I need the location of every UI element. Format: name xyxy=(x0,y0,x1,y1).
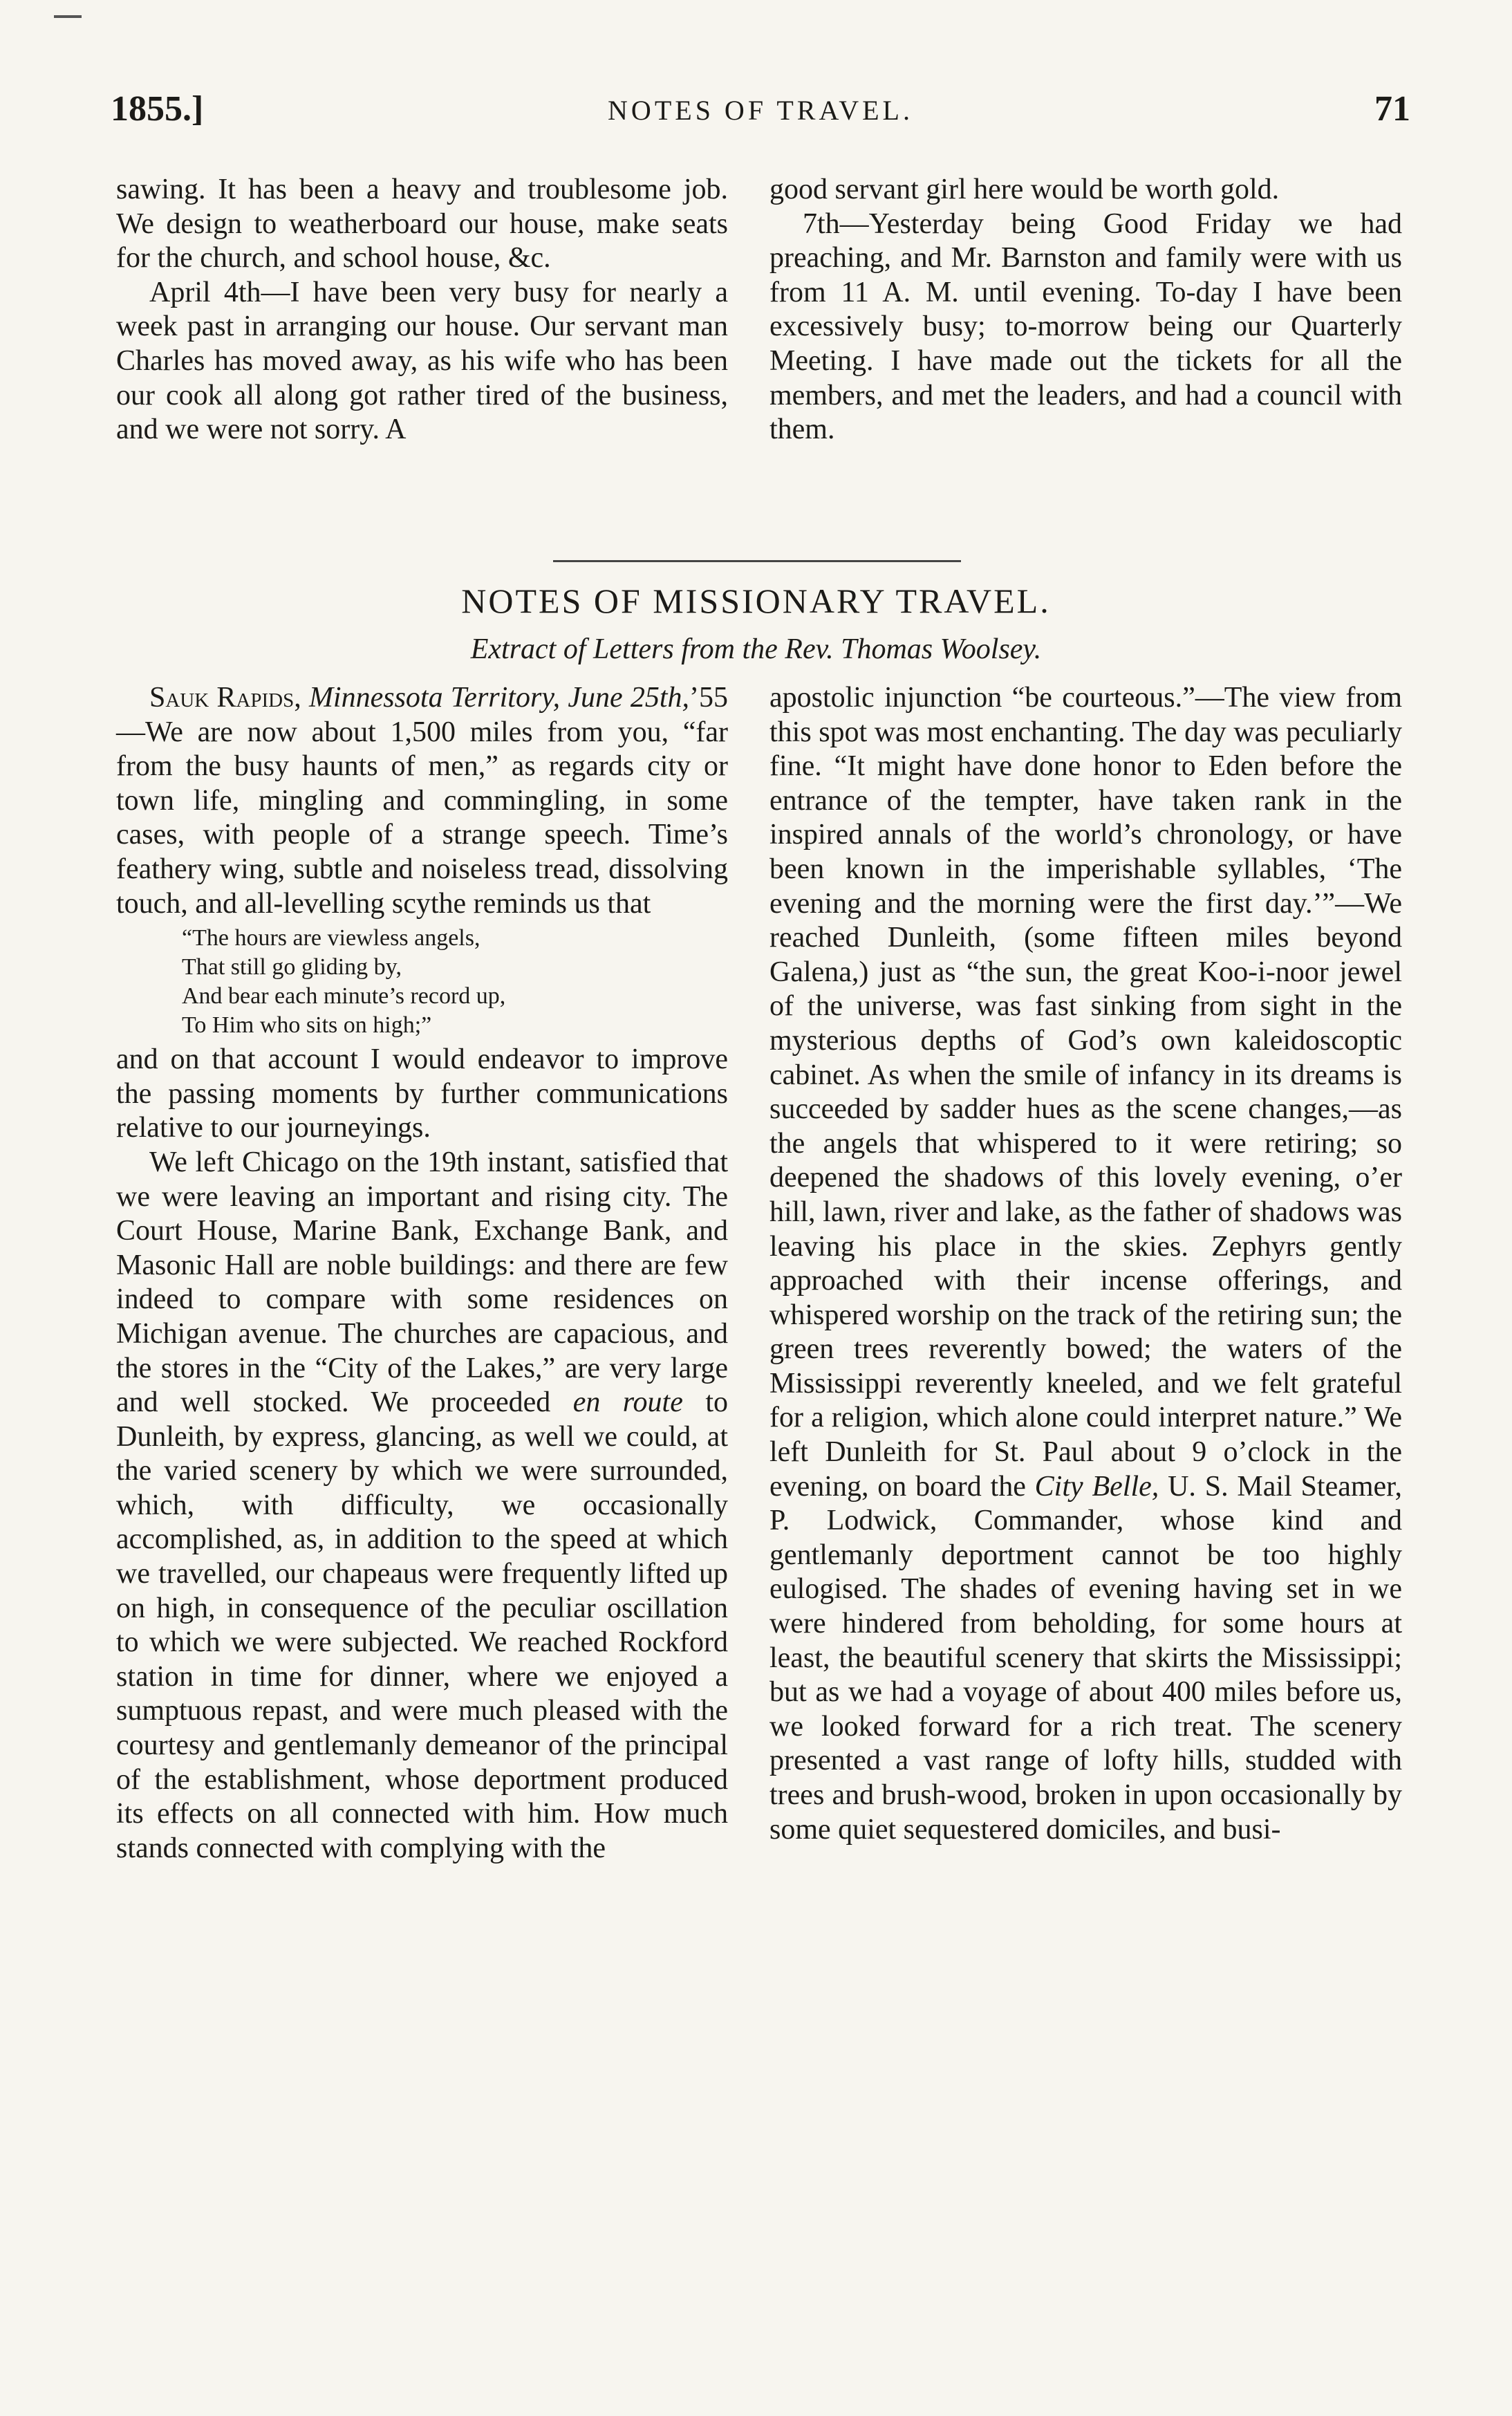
paragraph-text: apostolic injunction “be courteous.”—The view from this spot was most enchanting. The day was peculiarly fine. “It might have done honor to Eden before the entrance of the tempter, have taken rank in the inspired annals of the world’s chronology, or have been known in the imperishable syllables, ‘The evening and the morning were the first day.’”—We reached Dunleith, (some fifteen miles beyond Galena,) just as “the sun, the great Koo-i-noor jewel of the universe, was fast sinking from sight in the mysterious depths of God’s own kaleidoscoptic cabinet. As when the smile of infancy in its dreams is succeeded by sadder hues as the scene changes,—as the angels that whispered to it were retiring; so deepened the shadows of this lovely evening, o’er hill, lawn, river and lake, as the father of shadows was leaving his place in the skies. Zephyrs gently approached with their incense offerings, and whispered worship on the track of the retiring sun; the green trees reverently bowed; the waters of the Mississippi reverently kneeled, and we felt grateful for a religion, which alone could interpret nature.” We left Dunleith for St. Paul about 9 o’clock in the evening, on board the xyxy=(769,682,1402,1503)
paragraph xyxy=(116,681,728,921)
paragraph xyxy=(116,1146,728,1866)
verse-line: That still go gliding by, xyxy=(182,954,402,981)
running-title: NOTES OF TRAVEL. xyxy=(608,95,913,126)
article-left-column xyxy=(116,681,728,1866)
article-subtitle: Extract of Letters from the Rev. Thomas Woolsey. xyxy=(470,633,1042,665)
article-right-column xyxy=(769,681,1402,1847)
corner-mark xyxy=(54,15,82,18)
verse-line: And bear each minute’s record up, xyxy=(182,983,506,1010)
header-year: 1855.] xyxy=(111,89,204,129)
dateline-date: June 25th, xyxy=(568,682,690,714)
paragraph-text: U. S. Mail Steamer, P. Lodwick, Commander, whose kind and gentlemanly deportment cannot be too highly eulogised. The shades of evening having set in we were hindered from beholding, for some hours at least, the beautiful scenery that skirts the Mississippi; but as we had a voyage of about 400 miles before us, we looked forward for a rich treat. The scenery presented a vast range of lofty hills, studded with trees and brush-wood, broken in upon occasionally by some quiet sequestered domiciles, and busi- xyxy=(769,1470,1402,1846)
dateline-place: Sauk Rapids, xyxy=(149,682,301,714)
paragraph: April 4th—I have been very busy for nearly a week past in arranging our house. Our servant man Charles has moved away, as his wife who has been our cook all along got rather tired of the business, and we were not sorry. A xyxy=(116,276,728,446)
verse-line: To Him who sits on high;” xyxy=(182,1012,432,1039)
page-header xyxy=(111,89,1410,137)
page-number: 71 xyxy=(1374,89,1410,129)
top-left-column xyxy=(116,173,728,447)
top-right-column xyxy=(769,173,1402,447)
italic-phrase: City Belle, xyxy=(1034,1470,1159,1503)
paragraph: and on that account I would endeavor to improve the passing moments by further communications relative to our journeyings. xyxy=(116,1043,728,1144)
paragraph-text: We left Chicago on the 19th instant, satisfied that we were leaving an important and rising city. The Court House, Marine Bank, Exchange Bank, and Masonic Hall are noble buildings: and there are few indeed to compare with some residences on Michigan avenue. The churches are capacious, and the stores in the “City of the Lakes,” are very large and well stocked. We proceeded xyxy=(116,1146,728,1419)
italic-phrase: en route xyxy=(572,1386,683,1419)
paragraph-text: to Dunleith, by express, glancing, as well we could, at the varied scenery by which we were surrounded, which, with difficulty, we occasionally accomplished, as, in addition to the speed at which we travelled, our chapeaus were frequently lifted up on high, in consequence of the peculiar oscillation to which we were subjected. We reached Rockford station in time for dinner, where we enjoyed a sumptuous repast, and were much pleased with the courtesy and gentlemanly demeanor of the principal of the establishment, whose deportment produced its effects on all connected with him. How much stands connected with complying with the xyxy=(116,1386,728,1864)
paragraph: 7th—Yesterday being Good Friday we had preaching, and Mr. Barnston and family were with us from 11 A. M. until evening. To-day I have been excessively busy; to-morrow being our Quarterly Meeting. I have made out the tickets for all the members, and met the leaders, and had a council with them. xyxy=(769,207,1402,446)
verse-quote xyxy=(182,924,728,1040)
paragraph: sawing. It has been a heavy and troublesome job. We design to weatherboard our house, make seats for the church, and school house, &c. xyxy=(116,174,728,275)
article-title: NOTES OF MISSIONARY TRAVEL. xyxy=(461,582,1051,620)
dateline-territory: Minnessota Territory, xyxy=(308,682,561,714)
paragraph: good servant girl here would be worth gold. xyxy=(769,174,1280,205)
section-divider xyxy=(553,560,961,562)
verse-line: “The hours are viewless angels, xyxy=(182,925,480,951)
paragraph-text: ’55—We are now about 1,500 miles from you, “far from the busy haunts of men,” as regards city or town life, mingling and commingling, in some cases, with people of a strange speech. Time’s feathery wing, subtle and noiseless tread, dissolving touch, and all-levelling scythe reminds us that xyxy=(116,682,729,920)
paragraph xyxy=(769,681,1402,1847)
